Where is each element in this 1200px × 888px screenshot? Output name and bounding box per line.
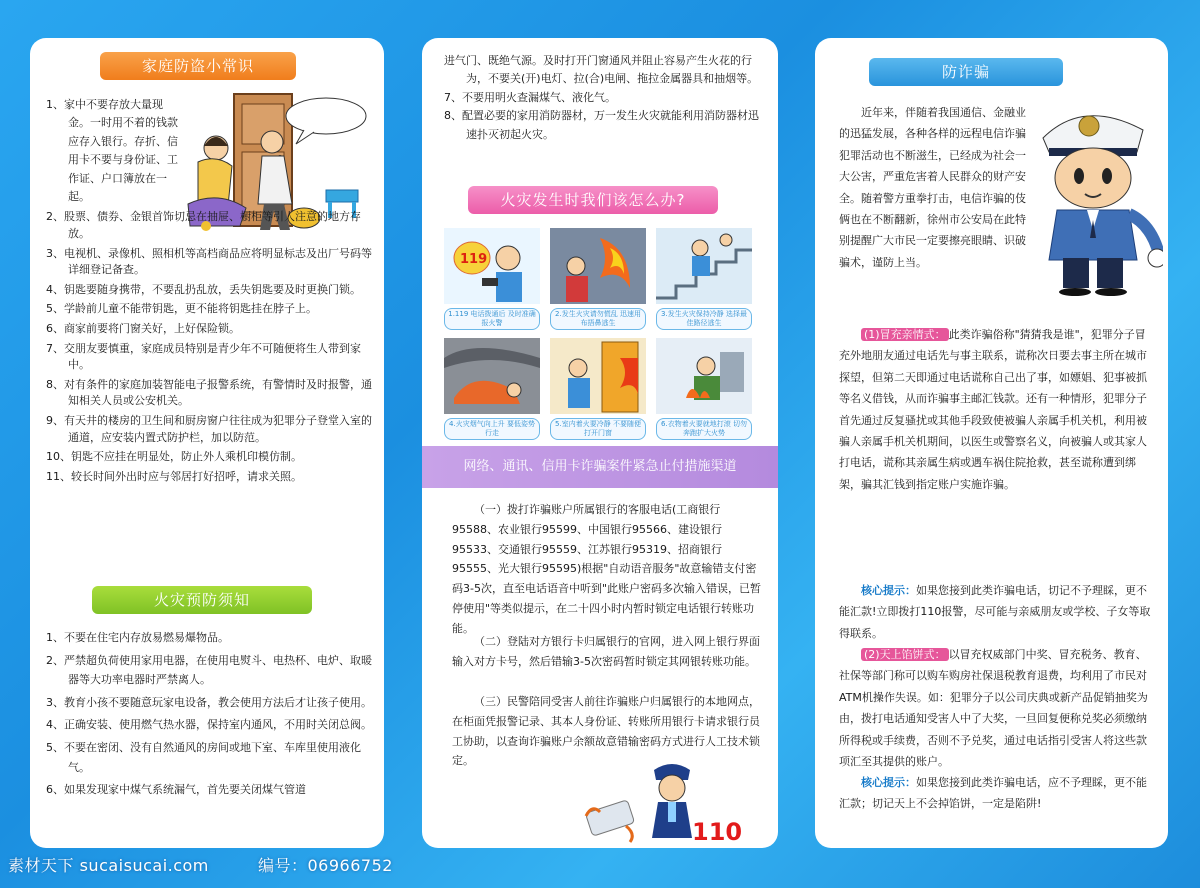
tip2-text: 如果您接到此类诈骗电话，应不予理睬，更不能汇款；切记天上不会掉馅饼，一定是陷阱! xyxy=(839,776,1147,811)
fire-prevention-list xyxy=(46,628,372,800)
list-item: 3、教育小孩不要随意玩家电设备，教会使用方法后才让孩子使用。 xyxy=(46,695,372,709)
fraud-channel-3: （三）民警陪同受害人前往诈骗账户归属银行的本地网点，在柜面凭报警记录、其本人身份证、转账所用银行卡请求银行员工协助，以查询诈骗账户余额故意错输密码方式进行人工技术锁定。 xyxy=(452,695,760,768)
door-fire-scene xyxy=(550,338,646,414)
list-item: 6、如果发现家中煤气系统漏气，首先要关闭煤气管道 xyxy=(46,783,306,797)
phone-119-scene xyxy=(444,228,540,304)
list-item: 5、不要在密闭、没有自然通风的房间或地下室、车库里使用液化气。 xyxy=(46,740,361,774)
police-officer-illustration xyxy=(1029,98,1163,296)
list-item: 11、较长时间外出时应与邻居打好招呼，请求关照。 xyxy=(46,469,302,483)
header-fire-prevention: 火灾预防须知 xyxy=(92,586,312,614)
list-item: 8、配置必要的家用消防器材，万一发生火灾就能利用消防器材迅速扑灭初起火灾。 xyxy=(444,109,759,141)
header-anti-fraud: 防诈骗 xyxy=(869,58,1063,86)
list-item: 9、有天井的楼房的卫生间和厨房窗户往往成为犯罪分子登堂入室的通道，应安装内置式防护栏，加以防范。 xyxy=(46,413,372,444)
crawl-low-scene xyxy=(444,338,540,414)
police-phone-illustration xyxy=(582,760,772,846)
case2-label: (2)天上馅饼式： xyxy=(861,648,949,661)
clothes-fire-scene xyxy=(656,338,752,414)
watermark-id: 编号：06966752 xyxy=(258,856,393,875)
fraud-channel-1: （一）拨打诈骗账户所属银行的客服电话(工商银行95588、农业银行95599、中国银行95566、建设银行95533、交通银行95559、江苏银行95319、招商银行95555、光大银行95595)根据"自动语音服务"故意输错支付密码3-5次，直至电话语音中听到"此账户密码多次输入错误，已暂停使用"等类似提示，在二十四小时内暂时锁定电话银行转账功能。 xyxy=(452,503,762,635)
list-item: 8、对有条件的家庭加装智能电子报警系统，有警情时及时报警，通知相关人员或公安机关。 xyxy=(46,377,372,408)
watermark-site: 素材天下 sucaisucai.com xyxy=(8,856,209,875)
list-item: 1、不要在住宅内存放易燃易爆物品。 xyxy=(46,631,229,644)
case1-text: 此类诈骗俗称"猜猜我是谁"，犯罪分子冒充外地朋友通过电话先与事主联系，谎称次日要去事主所在城市探望，但第二天即通过电话谎称自己出了事，如嫖娼、犯事被抓等名义借钱，从而诈骗事主邮汇钱款。还有一种情形，犯罪分子首先通过反复骚扰或其他手段致使被骗人亲属手机关机，利用被骗人亲属手机关机期间，以医生或警察名义，向被骗人或其家人打电话，谎称其亲属生病或遇车祸住院抢救，甚至谎称遭到绑架，骗其汇钱到指定账户实施诈骗。 xyxy=(839,328,1147,491)
list-item: 2、股票、债券、金银首饰切忌在抽屉、橱柜等引人注意的地方存放。 xyxy=(46,210,361,241)
case1-label: (1)冒充亲情式： xyxy=(861,328,949,341)
anti-theft-list xyxy=(46,96,372,485)
list-item: 7、不要用明火查漏煤气、液化气。 xyxy=(444,90,616,104)
panel-fire-and-fraud-channels xyxy=(422,38,778,848)
core-tip-2 xyxy=(839,772,1153,815)
tip1-label: 核心提示： xyxy=(861,584,916,597)
case-pie-in-sky xyxy=(839,644,1153,772)
fire-caption: 1.119 电话拨通后 及时准确报火警 xyxy=(444,308,540,330)
list-item: 7、交朋友要慎重，家庭成员特别是青少年不可随便将生人带到家中。 xyxy=(46,341,361,372)
list-item: 5、学龄前儿童不能带钥匙，更不能将钥匙挂在脖子上。 xyxy=(46,302,317,316)
list-item: 4、钥匙要随身携带，不要乱扔乱放，丢失钥匙要及时更换门锁。 xyxy=(46,282,361,296)
list-item: 进气门、既绝气源。及时打开门窗通风并阻止容易产生火花的行为，不要关(开)电灯、拉(合)电闸、拖拉金属器具和抽烟等。 xyxy=(444,54,759,86)
tip1-text: 如果您接到此类诈骗电话，切记不予理睬，更不能汇款!立即拨打110报警，尽可能与亲威朋友或学校、子女等取得联系。 xyxy=(839,584,1151,640)
fraud-channel-2: （二）登陆对方银行卡归属银行的官网，进入网上银行界面输入对方卡号，然后错输3-5次密码暂时锁定其网银转账功能。 xyxy=(452,635,760,668)
stairs-escape-scene xyxy=(656,228,752,304)
header-fire-action: 火灾发生时我们该怎么办? xyxy=(468,186,718,214)
fire-prevention-list-continued xyxy=(444,52,764,144)
fire-caption: 3.发生火灾保持冷静 选择最佳路径逃生 xyxy=(656,308,752,330)
list-item: 10、钥匙不应挂在明显处，防止外人乘机印模仿制。 xyxy=(46,450,302,464)
fire-caption: 5.室内着火要冷静 不要随便打开门窗 xyxy=(550,418,646,440)
badge-110: 110 xyxy=(692,818,743,846)
header-anti-theft: 家庭防盗小常识 xyxy=(100,52,296,80)
panel-anti-fraud xyxy=(815,38,1168,848)
list-item: 2、严禁超负荷使用家用电器，在使用电熨斗、电热杯、电炉、取暖器等大功率电器时严禁离人。 xyxy=(46,653,372,687)
list-item: 3、电视机、录像机、照相机等高档商品应将明显标志及出厂号码等详细登记备查。 xyxy=(46,246,372,277)
case-impersonate-relative xyxy=(839,324,1153,495)
fire-caption: 6.衣物着火要就地打滚 切勿奔跑扩大火势 xyxy=(656,418,752,440)
fire-caption: 4.火灾烟气向上升 要低姿势行走 xyxy=(444,418,540,440)
badge-119: 119 xyxy=(460,252,488,267)
list-item: 4、正确安装、使用燃气热水器，保持室内通风，不用时关闭总阀。 xyxy=(46,718,372,732)
anti-fraud-intro: 近年来，伴随着我国通信、金融业的迅猛发展，各种各样的远程电信诈骗犯罪活动也不断滋生，已经成为社会一大公害，严重危害着人民群众的财产安全。随着警方重拳打击，电信诈骗的伎俩也在不断翻新，徐州市公安局在此特别提醒广大市民一定要擦亮眼睛、识破骗术，谨防上当。 xyxy=(839,106,1026,269)
panel-home-safety xyxy=(30,38,384,848)
list-item: 1、家中不要存放大量现金。一时用不着的钱款应存入银行。存折、信用卡不要与身份证、工作证、户口簿放在一起。 xyxy=(46,98,178,204)
list-item: 6、商家前要将门窗关好，上好保险锁。 xyxy=(46,322,240,335)
header-fraud-stop-payment: 网络、通讯、信用卡诈骗案件紧急止付措施渠道 xyxy=(422,446,778,488)
smoke-escape-scene xyxy=(550,228,646,304)
fire-caption: 2.发生火灾请勿慌乱 迅速用布捂鼻逃生 xyxy=(550,308,646,330)
tip2-label: 核心提示： xyxy=(861,776,916,789)
core-tip-1 xyxy=(839,580,1153,644)
case2-text: 以冒充权威部门中奖、冒充税务、教育、社保等部门称可以购车购房社保退税教育退费，均利用了市民对ATM机操作失误。如：犯罪分子以公司庆典或新产品促销抽奖为由，拨打电话通知受害人中了大奖，一旦回复便称兑奖必须缴纳所得税或手续费，否则不予兑奖，通过电话指引受害人将这些款项汇至其提供的账户。 xyxy=(839,648,1148,769)
